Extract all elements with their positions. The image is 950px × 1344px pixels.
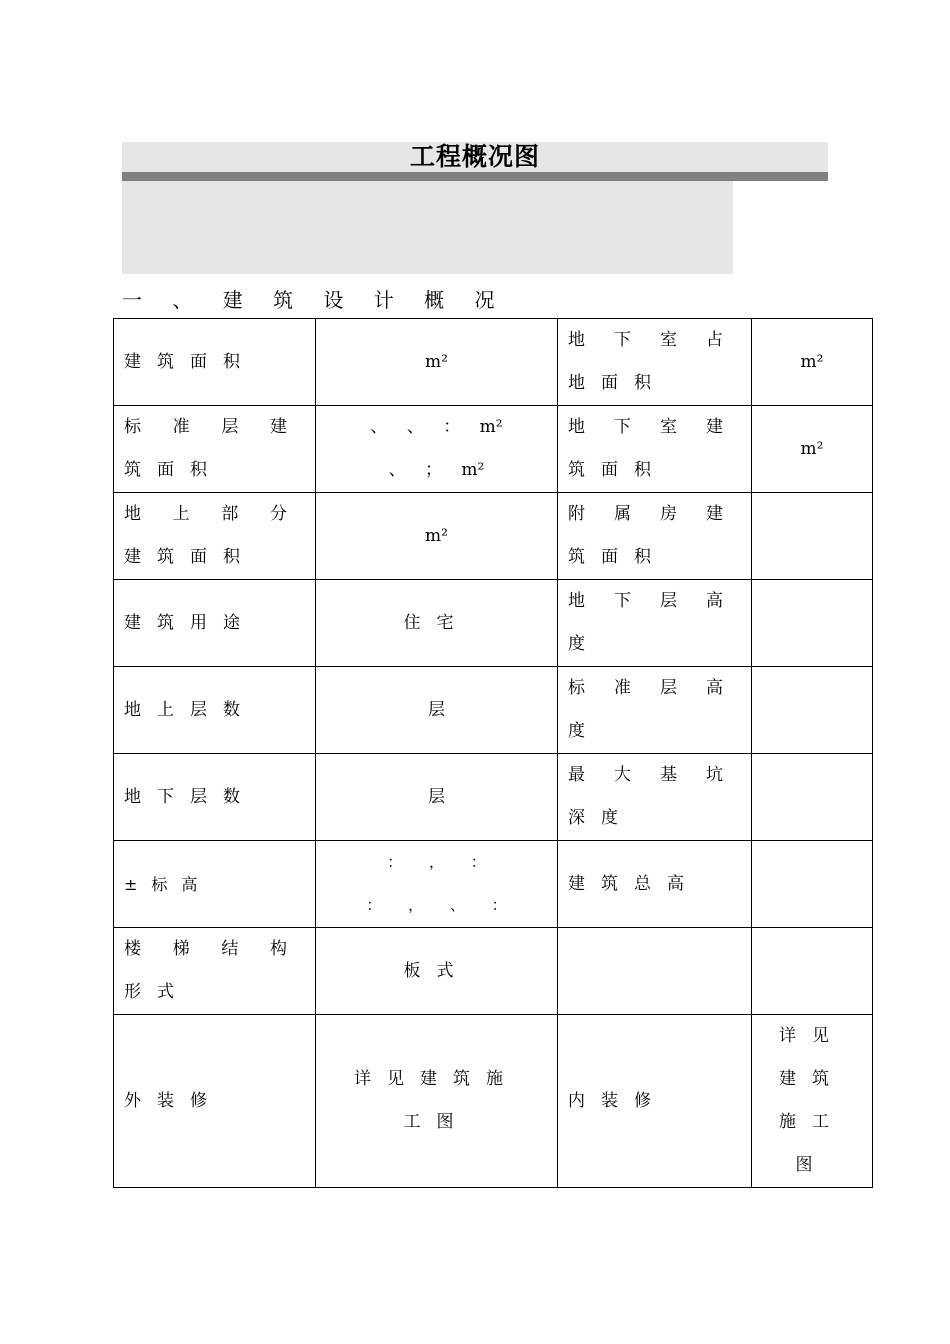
table-row [114,406,873,493]
cell-text: 详见 [779,1026,845,1046]
cell-text: 层 [428,699,445,720]
value-cell [316,754,558,841]
table-row [114,580,873,667]
cell-text: 地下层高 [568,591,725,611]
label-cell [114,667,316,754]
value-cell [316,406,558,493]
label-cell [114,580,316,667]
label-cell [558,754,752,841]
cell-text: 标准层高 [568,678,725,698]
cell-text: ： ， 、 ： [366,896,507,914]
cell-text: ： ， ： [387,853,486,871]
label-cell [114,493,316,580]
value-cell [316,1015,558,1188]
cell-text: 、 、 ： m² [370,417,503,437]
cell-text: 图 [795,1155,829,1175]
value-cell [752,754,873,841]
label-cell [114,754,316,841]
cell-text: 度 [568,721,601,741]
overview-table [113,318,873,1188]
cell-text: m² [425,525,448,546]
cell-text: 内装修 [568,1090,667,1111]
table-row [114,667,873,754]
cell-text: 外装修 [124,1090,223,1111]
cell-text: m² [425,351,448,372]
cell-text: 工图 [403,1112,470,1132]
cell-text: ±标高 [124,874,212,894]
cell-text: 板式 [403,960,470,981]
cell-text: 住宅 [403,612,470,633]
cell-text: 最大基坑 [568,765,725,785]
cell-text: 筑面积 [568,547,667,567]
label-cell [558,841,752,928]
cell-text: 、 ； m² [388,460,485,480]
table-row [114,493,873,580]
title-band [122,142,828,172]
value-cell [752,319,873,406]
label-cell [558,406,752,493]
cell-text: 地面积 [568,373,667,393]
title-rule [122,172,828,181]
table-row [114,754,873,841]
cell-text: 地上层数 [124,699,256,720]
cell-text: 建筑用途 [124,612,256,633]
cell-text: m² [800,438,824,459]
cell-text: 地上部分 [124,504,289,524]
table-row [114,1015,873,1188]
cell-text: 标准层建 [124,417,289,437]
label-cell [114,841,316,928]
value-cell [316,319,558,406]
cell-text: 建筑总高 [568,873,700,894]
value-cell [752,1015,873,1188]
label-cell [558,928,752,1015]
label-cell [114,406,316,493]
cell-text: 地下室建 [568,417,725,437]
value-cell [752,841,873,928]
cell-text: 施工 [779,1112,845,1132]
value-cell [752,580,873,667]
value-cell [316,580,558,667]
value-cell [752,493,873,580]
label-cell [558,580,752,667]
value-cell [752,667,873,754]
value-cell [316,928,558,1015]
label-cell [558,319,752,406]
cell-text: 地下层数 [124,786,256,807]
cell-text: 层 [428,786,445,807]
label-cell [558,493,752,580]
page-title: 工程概况图 [409,142,540,171]
cell-text: 详见建筑施 [354,1069,519,1089]
table-row [114,928,873,1015]
cell-text: 深度 [568,808,634,828]
label-cell [114,319,316,406]
value-cell [316,841,558,928]
cell-text: m² [800,351,824,372]
cell-text: 筑面积 [124,460,223,480]
cell-text: 度 [568,634,601,654]
cell-text: 建筑面积 [124,547,256,567]
value-cell [752,406,873,493]
cell-text: 建筑 [779,1069,845,1089]
value-cell [316,493,558,580]
table-row [114,319,873,406]
cell-text: 形式 [124,982,190,1002]
label-cell [558,1015,752,1188]
grey-placeholder-box [122,181,733,274]
label-cell [558,667,752,754]
cell-text: 建筑面积 [124,351,256,372]
label-cell [114,928,316,1015]
label-cell [114,1015,316,1188]
table-row [114,841,873,928]
value-cell [752,928,873,1015]
cell-text: 地下室占 [568,330,725,350]
cell-text: 附属房建 [568,504,725,524]
value-cell [316,667,558,754]
cell-text: 筑面积 [568,460,667,480]
section-heading: 一 、 建 筑 设 计 概 况 [122,288,507,312]
cell-text: 楼梯结构 [124,939,289,959]
